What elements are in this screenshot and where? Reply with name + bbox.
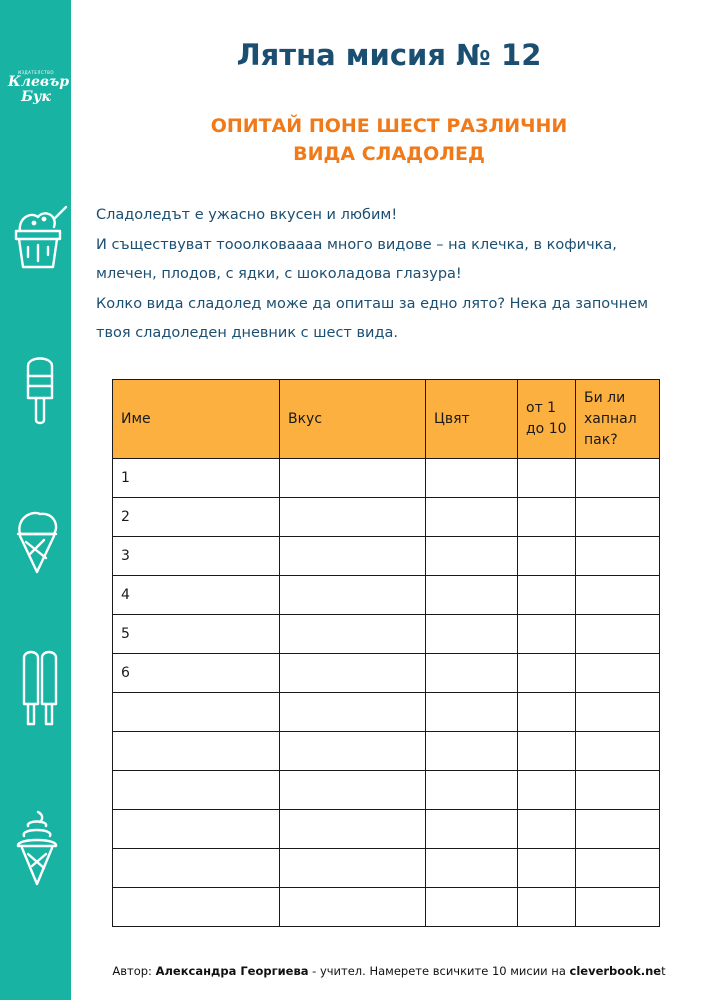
intro-line: Сладоледът е ужасно вкусен и любим!: [96, 207, 398, 223]
footer-suffix: t: [661, 964, 666, 978]
table-row: [113, 693, 660, 732]
empty-entry-cell[interactable]: [576, 693, 660, 732]
header-rating: от 1 до 10: [518, 380, 576, 459]
table-row: [113, 732, 660, 771]
row-number-cell[interactable]: [113, 810, 280, 849]
empty-entry-cell[interactable]: [280, 732, 426, 771]
popsicle-icon: [22, 350, 58, 430]
empty-entry-cell[interactable]: [576, 810, 660, 849]
mission-subtitle: [71, 112, 707, 168]
soft-serve-cone-icon: [14, 808, 60, 888]
empty-entry-cell[interactable]: [576, 537, 660, 576]
empty-entry-cell[interactable]: [518, 771, 576, 810]
footer-middle: - учител. Намерете всичките 10 мисии на: [308, 964, 570, 978]
empty-entry-cell[interactable]: [576, 459, 660, 498]
twin-popsicle-icon: [20, 648, 60, 730]
empty-entry-cell[interactable]: [426, 888, 518, 927]
empty-entry-cell[interactable]: [426, 654, 518, 693]
ice-cream-cup-icon: [10, 203, 68, 273]
header-name: Име: [113, 380, 280, 459]
row-number-cell[interactable]: [113, 693, 280, 732]
table-row: [113, 810, 660, 849]
ice-cream-diary-table: [112, 379, 660, 927]
header-eat-again: Би ли хапнал пак?: [576, 380, 660, 459]
empty-entry-cell[interactable]: [576, 771, 660, 810]
empty-entry-cell[interactable]: [280, 615, 426, 654]
row-number-cell[interactable]: 6: [113, 654, 280, 693]
table-row: [113, 771, 660, 810]
empty-entry-cell[interactable]: [280, 537, 426, 576]
empty-entry-cell[interactable]: [280, 459, 426, 498]
empty-entry-cell[interactable]: [518, 888, 576, 927]
table-row: [113, 615, 660, 654]
empty-entry-cell[interactable]: [426, 576, 518, 615]
table-row: [113, 654, 660, 693]
row-number-cell[interactable]: [113, 732, 280, 771]
row-number-cell[interactable]: [113, 888, 280, 927]
empty-entry-cell[interactable]: [280, 888, 426, 927]
empty-entry-cell[interactable]: [518, 693, 576, 732]
table-row: [113, 849, 660, 888]
logo-line-2: Бук: [21, 89, 51, 105]
empty-entry-cell[interactable]: [518, 849, 576, 888]
publisher-logo: [8, 70, 70, 105]
empty-entry-cell[interactable]: [280, 576, 426, 615]
empty-entry-cell[interactable]: [518, 732, 576, 771]
sidebar: [0, 0, 71, 1000]
empty-entry-cell[interactable]: [518, 498, 576, 537]
empty-entry-cell[interactable]: [576, 849, 660, 888]
empty-entry-cell[interactable]: [576, 732, 660, 771]
empty-entry-cell[interactable]: [280, 498, 426, 537]
intro-line: млечен, плодов, с ядки, с шоколадова глазура!: [96, 266, 462, 282]
empty-entry-cell[interactable]: [518, 459, 576, 498]
empty-entry-cell[interactable]: [426, 615, 518, 654]
row-number-cell[interactable]: 2: [113, 498, 280, 537]
empty-entry-cell[interactable]: [576, 654, 660, 693]
empty-entry-cell[interactable]: [426, 537, 518, 576]
intro-line: Колко вида сладолед може да опиташ за едно лято? Нека да започнем: [96, 295, 649, 312]
subtitle-line-1: ОПИТАЙ ПОНЕ ШЕСТ РАЗЛИЧНИ: [210, 115, 568, 137]
table-row: [113, 537, 660, 576]
empty-entry-cell[interactable]: [518, 654, 576, 693]
row-number-cell[interactable]: [113, 849, 280, 888]
empty-entry-cell[interactable]: [518, 810, 576, 849]
empty-entry-cell[interactable]: [576, 888, 660, 927]
header-color: Цвят: [426, 380, 518, 459]
footer-credit: [71, 964, 707, 978]
intro-paragraph: [96, 201, 686, 349]
empty-entry-cell[interactable]: [280, 771, 426, 810]
empty-entry-cell[interactable]: [280, 654, 426, 693]
row-number-cell[interactable]: 4: [113, 576, 280, 615]
footer-author: Александра Георгиева: [155, 964, 309, 978]
empty-entry-cell[interactable]: [518, 576, 576, 615]
page-title: Лятна мисия № 12: [236, 38, 542, 72]
empty-entry-cell[interactable]: [426, 849, 518, 888]
empty-entry-cell[interactable]: [426, 693, 518, 732]
empty-entry-cell[interactable]: [426, 459, 518, 498]
ice-cream-cone-icon: [14, 508, 60, 576]
table-row: [113, 498, 660, 537]
empty-entry-cell[interactable]: [576, 576, 660, 615]
footer-site: cleverbook.ne: [569, 964, 662, 978]
empty-entry-cell[interactable]: [426, 771, 518, 810]
footer-prefix: Автор:: [112, 964, 156, 978]
intro-line: твоя сладоледен дневник с шест вида.: [96, 325, 398, 341]
row-number-cell[interactable]: 3: [113, 537, 280, 576]
empty-entry-cell[interactable]: [576, 498, 660, 537]
table-row: [113, 459, 660, 498]
empty-entry-cell[interactable]: [280, 810, 426, 849]
table-row: [113, 576, 660, 615]
logo-caption: ИЗДАТЕЛСТВО: [17, 70, 55, 75]
empty-entry-cell[interactable]: [518, 615, 576, 654]
empty-entry-cell[interactable]: [426, 498, 518, 537]
empty-entry-cell[interactable]: [426, 810, 518, 849]
row-number-cell[interactable]: 1: [113, 459, 280, 498]
subtitle-line-2: ВИДА СЛАДОЛЕД: [293, 143, 485, 165]
intro-line: И съществуват тооолковаааа много видове – на клечка, в кофичка,: [96, 236, 617, 253]
empty-entry-cell[interactable]: [518, 537, 576, 576]
row-number-cell[interactable]: [113, 771, 280, 810]
empty-entry-cell[interactable]: [426, 732, 518, 771]
empty-entry-cell[interactable]: [280, 849, 426, 888]
logo-line-1: Клевър: [8, 74, 70, 90]
empty-entry-cell[interactable]: [280, 693, 426, 732]
header-flavor: Вкус: [280, 380, 426, 459]
row-number-cell[interactable]: 5: [113, 615, 280, 654]
empty-entry-cell[interactable]: [576, 615, 660, 654]
table-header-row: [113, 380, 660, 459]
table-row: [113, 888, 660, 927]
